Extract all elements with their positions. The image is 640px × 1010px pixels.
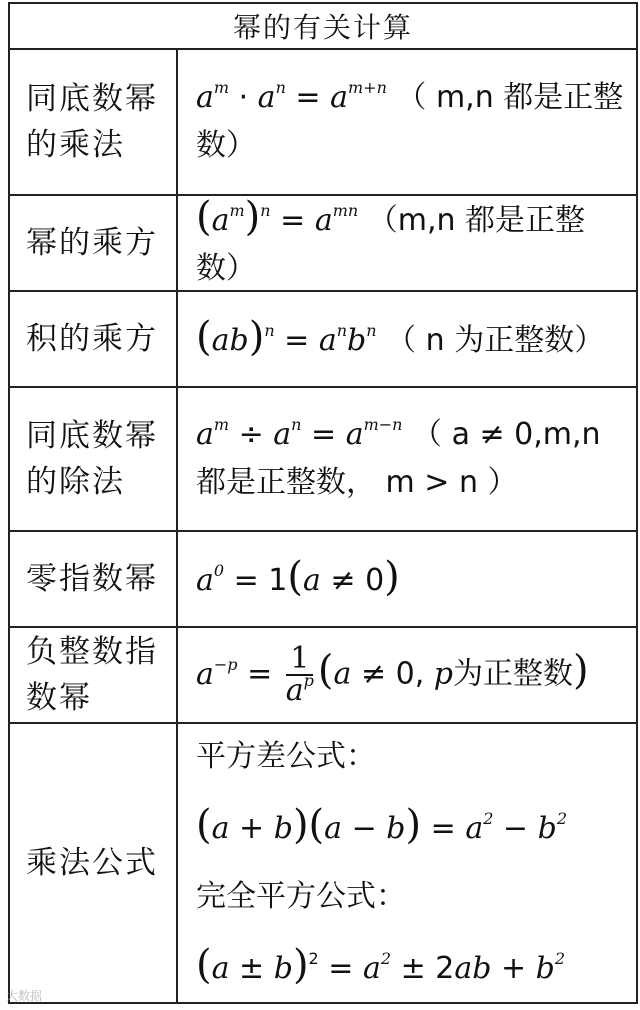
row-label: 同底数幂的除法 (10, 388, 178, 530)
table-title: 幂的有关计算 (10, 4, 636, 50)
row-note: （ a ≠ 0,m,n 都是正整数， m > n ） (196, 417, 601, 500)
row-formula: $a^0 = 1(a \ne 0)$ (196, 554, 400, 600)
row-formula: $a^m \cdot a^n = a^{m+n}$ （ m,n 都是正整数） (196, 78, 624, 163)
row-formula: 平方差公式： $(a + b)(a - b) = a^2 - b^2$ 完全平方公式： $(a \pm b)^2 = a^2 \pm 2ab + b^2$ (178, 724, 636, 1002)
table-row (10, 50, 636, 196)
row-note: （m,n 都是正整数） (196, 203, 586, 286)
row-label: 幂的乘方 (10, 196, 178, 290)
watermark: 大数据 (6, 989, 43, 1003)
table-row (10, 196, 636, 292)
table-row (10, 532, 636, 628)
formula-table (8, 2, 638, 1004)
row-note: （ m,n 都是正整数） (196, 80, 624, 163)
row-label: 负整数指数幂 (10, 628, 178, 722)
table-row (10, 388, 636, 532)
row-note: （ n 为正整数） (386, 323, 605, 358)
row-label: 零指数幂 (10, 532, 178, 626)
subheading: 完全平方公式： (196, 879, 406, 914)
row-formula: $(a^m)^n = a^{mn}$ （m,n 都是正整数） (196, 194, 586, 286)
table-row (10, 628, 636, 724)
row-formula: $a^{-p}$ = $\frac{1}{a^p}$ (a ≠ 0, p为正整数) (196, 641, 589, 708)
row-label: 同底数幂的乘法 (10, 50, 178, 194)
subheading: 平方差公式： (196, 739, 376, 774)
row-label: 乘法公式 (10, 724, 178, 1002)
row-note: 为正整数 (453, 656, 573, 692)
table-row (10, 292, 636, 388)
row-label: 积的乘方 (10, 292, 178, 386)
row-formula: $(ab)^n = a^nb^n$ （ n 为正整数） (196, 314, 605, 360)
row-formula: $a^m \div a^n = a^{m-n}$ （ a ≠ 0,m,n 都是正整数， m > n ） (196, 415, 601, 500)
table-row (10, 724, 636, 1002)
